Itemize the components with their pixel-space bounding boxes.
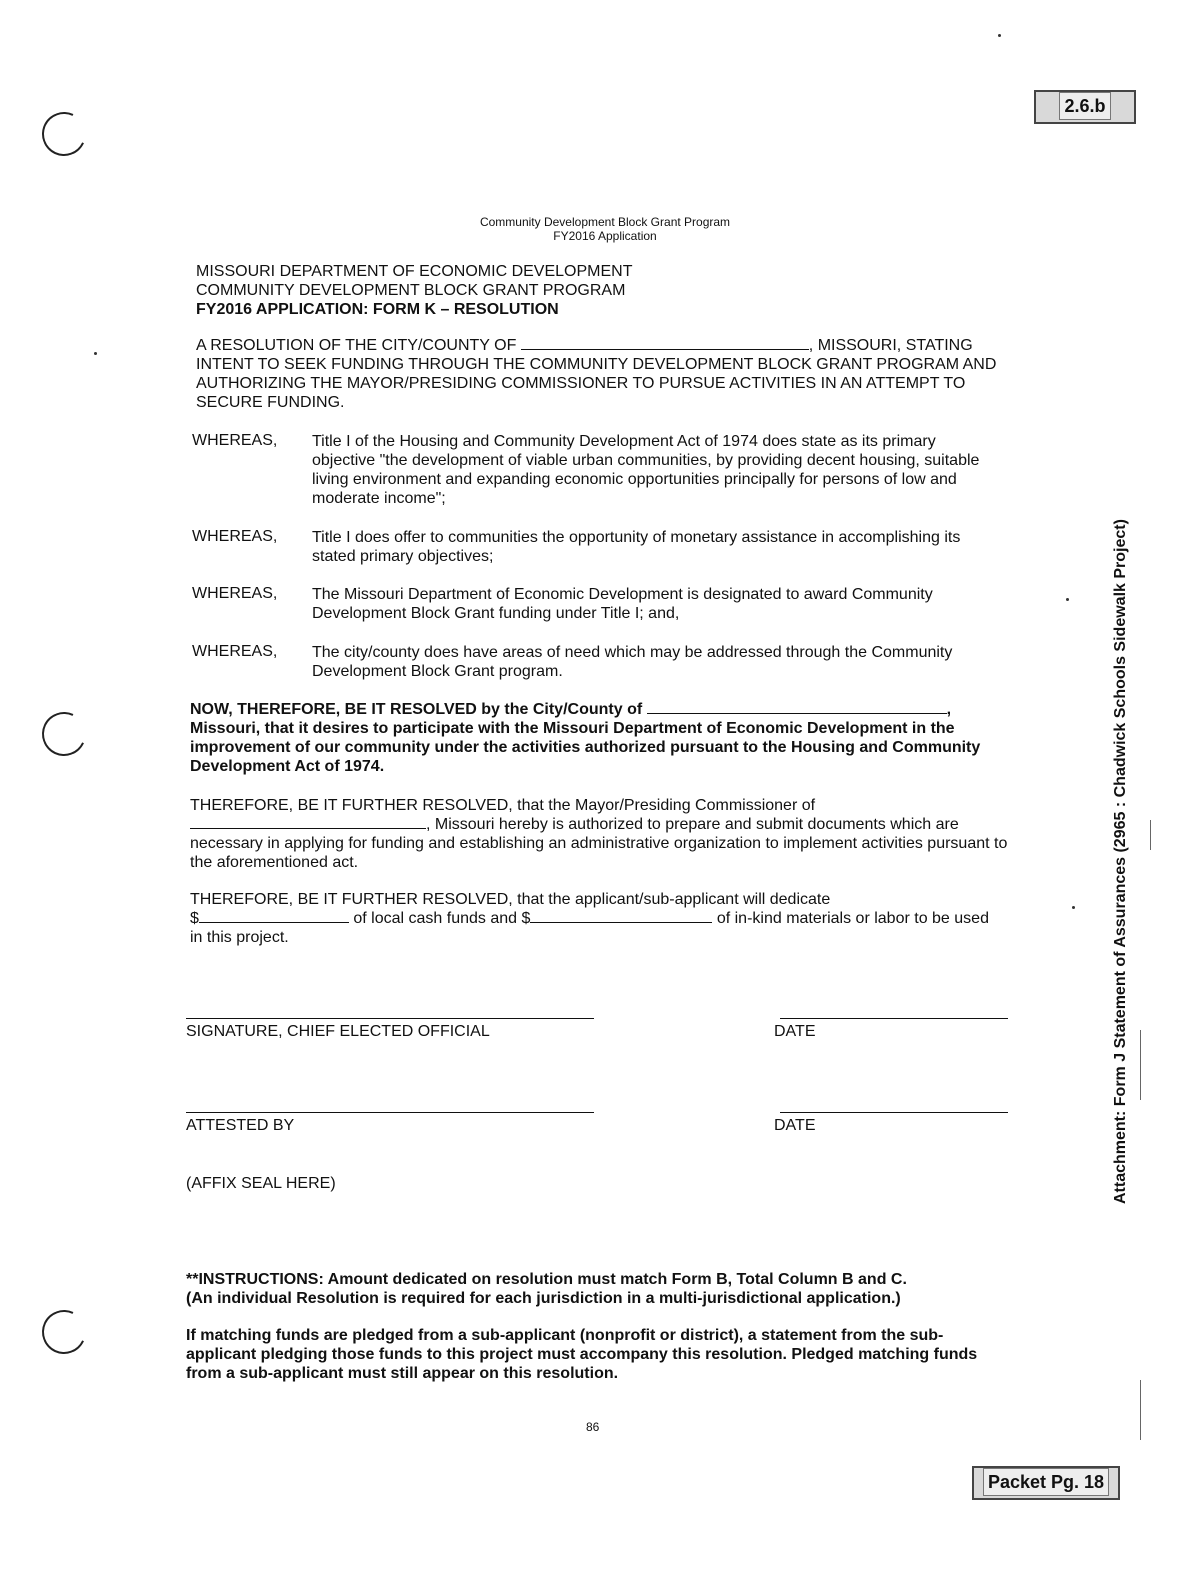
further2-end: of in-kind materials or labor to be used (716, 910, 989, 927)
program-name: Community Development Block Grant Program (479, 215, 731, 229)
packet-stamp-top (1034, 90, 1136, 124)
now-therefore-line-1 (190, 700, 1010, 719)
scan-dot (94, 352, 97, 355)
affix-seal-label: (AFFIX SEAL HERE) (186, 1175, 336, 1192)
resolution-title-line-4: SECURE FUNDING. (196, 394, 345, 411)
in-kind-blank[interactable] (530, 922, 712, 923)
whereas-text: The city/county does have areas of need which may be addressed through the Community Development Block Grant program. (312, 644, 953, 680)
heading-line-2: COMMUNITY DEVELOPMENT BLOCK GRANT PROGRAM (196, 282, 626, 299)
now-therefore-clause (190, 700, 1010, 776)
attested-label: ATTESTED BY (186, 1117, 295, 1134)
resolution-title-line-2: INTENT TO SEEK FUNDING THROUGH THE COMMUNITY DEVELOPMENT BLOCK GRANT PROGRAM AND (196, 356, 997, 373)
date-line-2[interactable] (780, 1112, 1008, 1113)
instructions (186, 1270, 1006, 1308)
program-header (405, 215, 805, 243)
now-therefore-rest: Missouri, that it desires to participate with the Missouri Department of Economic Development in the improvement of our community under the activities authorized pursuant to the Housing and Community Development Act of 1974. (190, 720, 981, 775)
instructions-line-2: (An individual Resolution is required for each jurisdiction in a multi-jurisdictional application.) (186, 1290, 901, 1307)
margin-line (1140, 1030, 1141, 1100)
whereas-label: WHEREAS, (192, 432, 278, 449)
resolution-title-part1: A RESOLUTION OF THE CITY/COUNTY OF (196, 337, 517, 354)
further-resolved-2 (190, 890, 1010, 947)
whereas-label: WHEREAS, (192, 643, 278, 660)
further2-dollar: $ (190, 910, 199, 927)
now-therefore-city-blank[interactable] (647, 713, 947, 714)
page-number: 86 (586, 1420, 600, 1434)
now-therefore-comma: , (946, 701, 952, 718)
margin-line (1140, 1380, 1141, 1440)
further2-line-2 (190, 909, 1010, 928)
further1-line-1: THEREFORE, BE IT FURTHER RESOLVED, that the Mayor/Presiding Commissioner of (190, 797, 816, 814)
resolution-title (196, 336, 1056, 412)
further1-blank[interactable] (190, 828, 426, 829)
signature-line[interactable] (186, 1018, 594, 1019)
now-therefore-part1: NOW, THEREFORE, BE IT RESOLVED by the City/County of (190, 701, 643, 718)
scan-dot (1072, 906, 1075, 909)
scan-dot (998, 34, 1001, 37)
further2-line-3: in this project. (190, 929, 289, 946)
whereas-text: The Missouri Department of Economic Development is designated to award Community Development Block Grant funding under Title I; and, (312, 586, 933, 622)
scan-dot (1066, 598, 1069, 601)
date-label-1: DATE (774, 1023, 816, 1040)
margin-line (1150, 820, 1151, 850)
further1-line-2 (190, 815, 1010, 834)
resolution-title-line-1 (196, 336, 1056, 355)
whereas-label: WHEREAS, (192, 528, 278, 545)
matching-funds-note: If matching funds are pledged from a sub-applicant (nonprofit or district), a statement from the sub-applicant pledging those funds to this project must accompany this resolution. Pledged matching funds from a sub-applicant must still appear on this resolution. (186, 1327, 978, 1382)
application-year: FY2016 Application (553, 229, 657, 243)
further1-rest: necessary in applying for funding and establishing an administrative organization to implement activities pursuant to the aforementioned act. (190, 835, 1008, 871)
resolution-title-part2: , MISSOURI, STATING (808, 337, 973, 354)
signature-label: SIGNATURE, CHIEF ELECTED OFFICIAL (186, 1023, 490, 1040)
further-resolved-1 (190, 796, 1010, 872)
further2-mid: of local cash funds and $ (353, 910, 531, 927)
attested-line[interactable] (186, 1112, 594, 1113)
heading-line-3: FY2016 APPLICATION: FORM K – RESOLUTION (196, 301, 559, 318)
further2-line-1: THEREFORE, BE IT FURTHER RESOLVED, that the applicant/sub-applicant will dedicate (190, 891, 831, 908)
whereas-text: Title I of the Housing and Community Development Act of 1974 does state as its primary objective "the development of viable urban communities, by providing decent housing, suitable living environment and expanding economic opportunities principally for persons of low and moderate income"; (312, 433, 980, 507)
date-line-1[interactable] (780, 1018, 1008, 1019)
attachment-side-label: Attachment: Form J Statement of Assurances (2965 : Chadwick Schools Sidewalk Project) (1112, 519, 1129, 1204)
form-heading (196, 262, 896, 319)
instructions-line-1: **INSTRUCTIONS: Amount dedicated on resolution must match Form B, Total Column B and C. (186, 1271, 907, 1288)
whereas-text: Title I does offer to communities the opportunity of monetary assistance in accomplishing its stated primary objectives; (312, 529, 961, 565)
whereas-label: WHEREAS, (192, 585, 278, 602)
city-county-blank[interactable] (521, 349, 809, 350)
stamp-bottom-text: Packet Pg. 18 (983, 1468, 1109, 1496)
stamp-top-text: 2.6.b (1059, 92, 1110, 120)
date-label-2: DATE (774, 1117, 816, 1134)
further1-after-blank: , Missouri hereby is authorized to prepare and submit documents which are (426, 816, 959, 833)
resolution-title-line-3: AUTHORIZING THE MAYOR/PRESIDING COMMISSIONER TO PURSUE ACTIVITIES IN AN ATTEMPT TO (196, 375, 966, 392)
punch-hole-middle (36, 706, 92, 762)
punch-hole-top (36, 106, 92, 162)
local-cash-blank[interactable] (199, 922, 349, 923)
heading-line-1: MISSOURI DEPARTMENT OF ECONOMIC DEVELOPMENT (196, 263, 633, 280)
packet-stamp-bottom (972, 1466, 1120, 1500)
punch-hole-bottom (36, 1304, 92, 1360)
